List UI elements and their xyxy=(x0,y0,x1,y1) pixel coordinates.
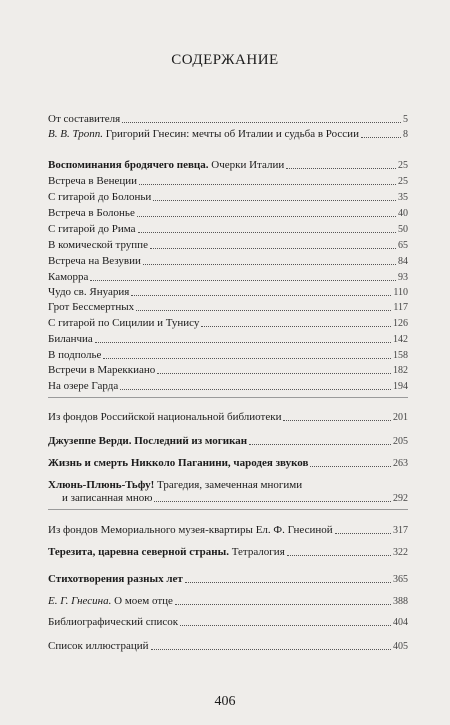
toc-entry xyxy=(48,616,408,629)
toc-entry-title xyxy=(48,271,88,284)
toc-entry-text: Джузеппе Верди. Последний из могикан xyxy=(48,435,248,447)
toc-page-number: 126 xyxy=(393,318,408,329)
toc-entry-title xyxy=(48,349,101,362)
toc-entry-title xyxy=(48,573,183,586)
toc-entry-text: Воспоминания бродячего певца. xyxy=(48,159,209,171)
leader-dots xyxy=(283,420,391,421)
toc-page-number: 158 xyxy=(393,350,408,361)
toc-entry-title xyxy=(48,223,136,236)
toc-entry-title xyxy=(48,640,149,653)
toc-entry xyxy=(48,640,408,653)
leader-dots xyxy=(287,555,391,556)
toc-page-number: 205 xyxy=(393,436,408,447)
toc-entry-text: В комической труппе xyxy=(48,239,148,251)
toc-page-number: 322 xyxy=(393,547,408,558)
toc-entry-title xyxy=(48,175,137,188)
toc-entry-text: В подполье xyxy=(48,349,102,361)
toc-page-number: 5 xyxy=(403,114,408,125)
section-divider xyxy=(48,509,408,510)
toc-page-number: 25 xyxy=(398,176,408,187)
toc-entry-text: Стихотворения разных лет xyxy=(48,573,183,585)
toc-entry-text: Жизнь и смерть Никколо Паганини, чародея звуков xyxy=(48,457,309,469)
toc-entry-title xyxy=(48,380,118,393)
leader-dots xyxy=(201,326,391,327)
toc-entry xyxy=(48,113,408,126)
toc-entry xyxy=(48,239,408,252)
page-title: СОДЕРЖАНИЕ xyxy=(171,52,279,68)
toc-entry-text: От составителя xyxy=(48,113,121,125)
toc-entry xyxy=(48,546,408,559)
toc-page-number: 25 xyxy=(398,160,408,171)
toc-entry-text: С гитарой до Болоньи xyxy=(48,191,152,203)
leader-dots xyxy=(180,625,391,626)
toc-entry-text: Встреча в Венеции xyxy=(48,175,138,187)
toc-entry-text: Библиографический список xyxy=(48,616,179,628)
toc-entry-title xyxy=(48,286,129,299)
toc-page-number: 263 xyxy=(393,458,408,469)
toc-entry-text: Трагедия, замеченная многими xyxy=(154,479,303,491)
toc-page-number: 404 xyxy=(393,617,408,628)
toc-page-number: 50 xyxy=(398,224,408,235)
leader-dots xyxy=(95,342,391,343)
toc-entry-text: В. В. Тропп. xyxy=(48,128,104,140)
toc-entry xyxy=(48,286,408,299)
toc-page-number: 142 xyxy=(393,334,408,345)
leader-dots xyxy=(335,533,391,534)
toc-page-number: 35 xyxy=(398,192,408,203)
leader-dots xyxy=(310,466,391,467)
toc-entry xyxy=(48,411,408,424)
toc-entry-text: О моем отце xyxy=(111,595,173,607)
toc-entry xyxy=(48,175,408,188)
leader-dots xyxy=(361,137,401,138)
toc-entry-title xyxy=(48,159,284,172)
leader-dots xyxy=(139,184,396,185)
leader-dots xyxy=(138,232,396,233)
toc-page-number: 182 xyxy=(393,365,408,376)
toc-entry-text: Чудо св. Януария xyxy=(48,286,130,298)
toc-entry-title xyxy=(48,457,308,470)
toc-entry xyxy=(48,317,408,330)
toc-entry-title xyxy=(48,616,178,629)
toc-page-number: 8 xyxy=(403,129,408,140)
leader-dots xyxy=(131,295,391,296)
toc-entry-text: Из фондов Российской национальной библиотеки xyxy=(48,411,282,423)
toc-entry-title xyxy=(48,333,93,346)
toc-entry-text: Биланчиа xyxy=(48,333,93,345)
toc-entry xyxy=(48,573,408,586)
toc-entry xyxy=(48,380,408,393)
toc-entry xyxy=(48,524,408,537)
leader-dots xyxy=(151,649,391,650)
toc-entry-text: С гитарой по Сицилии и Тунису xyxy=(48,317,200,329)
toc-entry-text: Каморра xyxy=(48,271,89,283)
toc-entry-title xyxy=(48,524,333,537)
leader-dots xyxy=(154,501,391,502)
toc-entry-text: С гитарой до Рима xyxy=(48,223,136,235)
toc-page-number: 317 xyxy=(393,525,408,536)
toc-entry-title xyxy=(48,435,247,448)
toc-page-number: 93 xyxy=(398,272,408,283)
toc-entry-text: Грот Бессмертных xyxy=(48,301,135,313)
toc-entry-title xyxy=(48,479,302,491)
toc-entry-title xyxy=(48,128,359,141)
toc-entry xyxy=(48,479,408,505)
toc-page-number: 194 xyxy=(393,381,408,392)
leader-dots xyxy=(185,582,391,583)
leader-dots xyxy=(143,264,396,265)
toc-entry xyxy=(48,191,408,204)
toc-entry xyxy=(48,457,408,470)
leader-dots xyxy=(120,389,391,390)
leader-dots xyxy=(137,216,396,217)
leader-dots xyxy=(136,310,391,311)
page-number: 406 xyxy=(214,694,236,709)
toc-entry xyxy=(48,159,408,172)
toc-entry xyxy=(48,333,408,346)
toc-entry-title xyxy=(48,317,199,330)
toc-entry-text: Терезита, царевна северной страны. xyxy=(48,546,229,558)
toc-entry-text: Очерки Италии xyxy=(208,159,285,171)
leader-dots xyxy=(90,280,396,281)
toc-page-number: 201 xyxy=(393,412,408,423)
leader-dots xyxy=(103,358,391,359)
leader-dots xyxy=(153,200,396,201)
toc-page-number: 40 xyxy=(398,208,408,219)
leader-dots xyxy=(175,604,391,605)
toc-entry-text: Хлюнь-Плюнь-Тьфу! xyxy=(48,479,155,491)
toc-entry-text: Из фондов Мемориального музея-квартиры Ел. Ф. Гнесиной xyxy=(48,524,333,536)
toc-entry-title xyxy=(48,364,155,377)
toc-page-number: 110 xyxy=(393,287,408,298)
toc-entry xyxy=(48,271,408,284)
toc-entry-title xyxy=(48,207,135,220)
toc-entry xyxy=(48,223,408,236)
leader-dots xyxy=(157,373,391,374)
toc-entry-title xyxy=(48,113,120,126)
toc-entry-text: Григорий Гнесин: мечты об Италии и судьба в России xyxy=(103,128,359,140)
toc-entry-title xyxy=(48,191,151,204)
toc-entry xyxy=(48,128,408,141)
toc-entry-title xyxy=(48,546,285,559)
toc-page-number: 84 xyxy=(398,256,408,267)
toc-entry-text: На озере Гарда xyxy=(48,380,119,392)
toc-page-number: 405 xyxy=(393,641,408,652)
toc-entry xyxy=(48,255,408,268)
toc-entry-text: Е. Г. Гнесина. xyxy=(48,595,112,607)
toc-page-number: 292 xyxy=(393,493,408,504)
toc-entry xyxy=(48,301,408,314)
leader-dots xyxy=(150,248,396,249)
leader-dots xyxy=(122,122,401,123)
leader-dots xyxy=(249,444,391,445)
toc-entry-title xyxy=(48,301,134,314)
toc-entry-text: Встреча на Везувии xyxy=(48,255,141,267)
toc-page-number: 65 xyxy=(398,240,408,251)
toc-entry-text: Встречи в Мареккиано xyxy=(48,364,156,376)
toc-entry-title xyxy=(48,255,141,268)
toc-entry-text: Встреча в Болонье xyxy=(48,207,135,219)
toc-entry-text: Список иллюстраций xyxy=(48,640,149,652)
toc-page-number: 365 xyxy=(393,574,408,585)
toc-entry-title xyxy=(48,239,148,252)
toc-entry-title xyxy=(48,411,281,424)
toc-entry xyxy=(48,435,408,448)
toc-entry-title xyxy=(48,595,173,608)
toc-page-number: 388 xyxy=(393,596,408,607)
toc-entry xyxy=(48,349,408,362)
section-divider xyxy=(48,397,408,398)
toc-page-number: 117 xyxy=(393,302,408,313)
toc-entry xyxy=(48,364,408,377)
leader-dots xyxy=(286,168,396,169)
toc-entry-text: Тетралогия xyxy=(228,546,285,558)
toc-entry-continuation: и записанная мною xyxy=(62,492,153,504)
toc-entry xyxy=(48,207,408,220)
toc-entry xyxy=(48,595,408,608)
